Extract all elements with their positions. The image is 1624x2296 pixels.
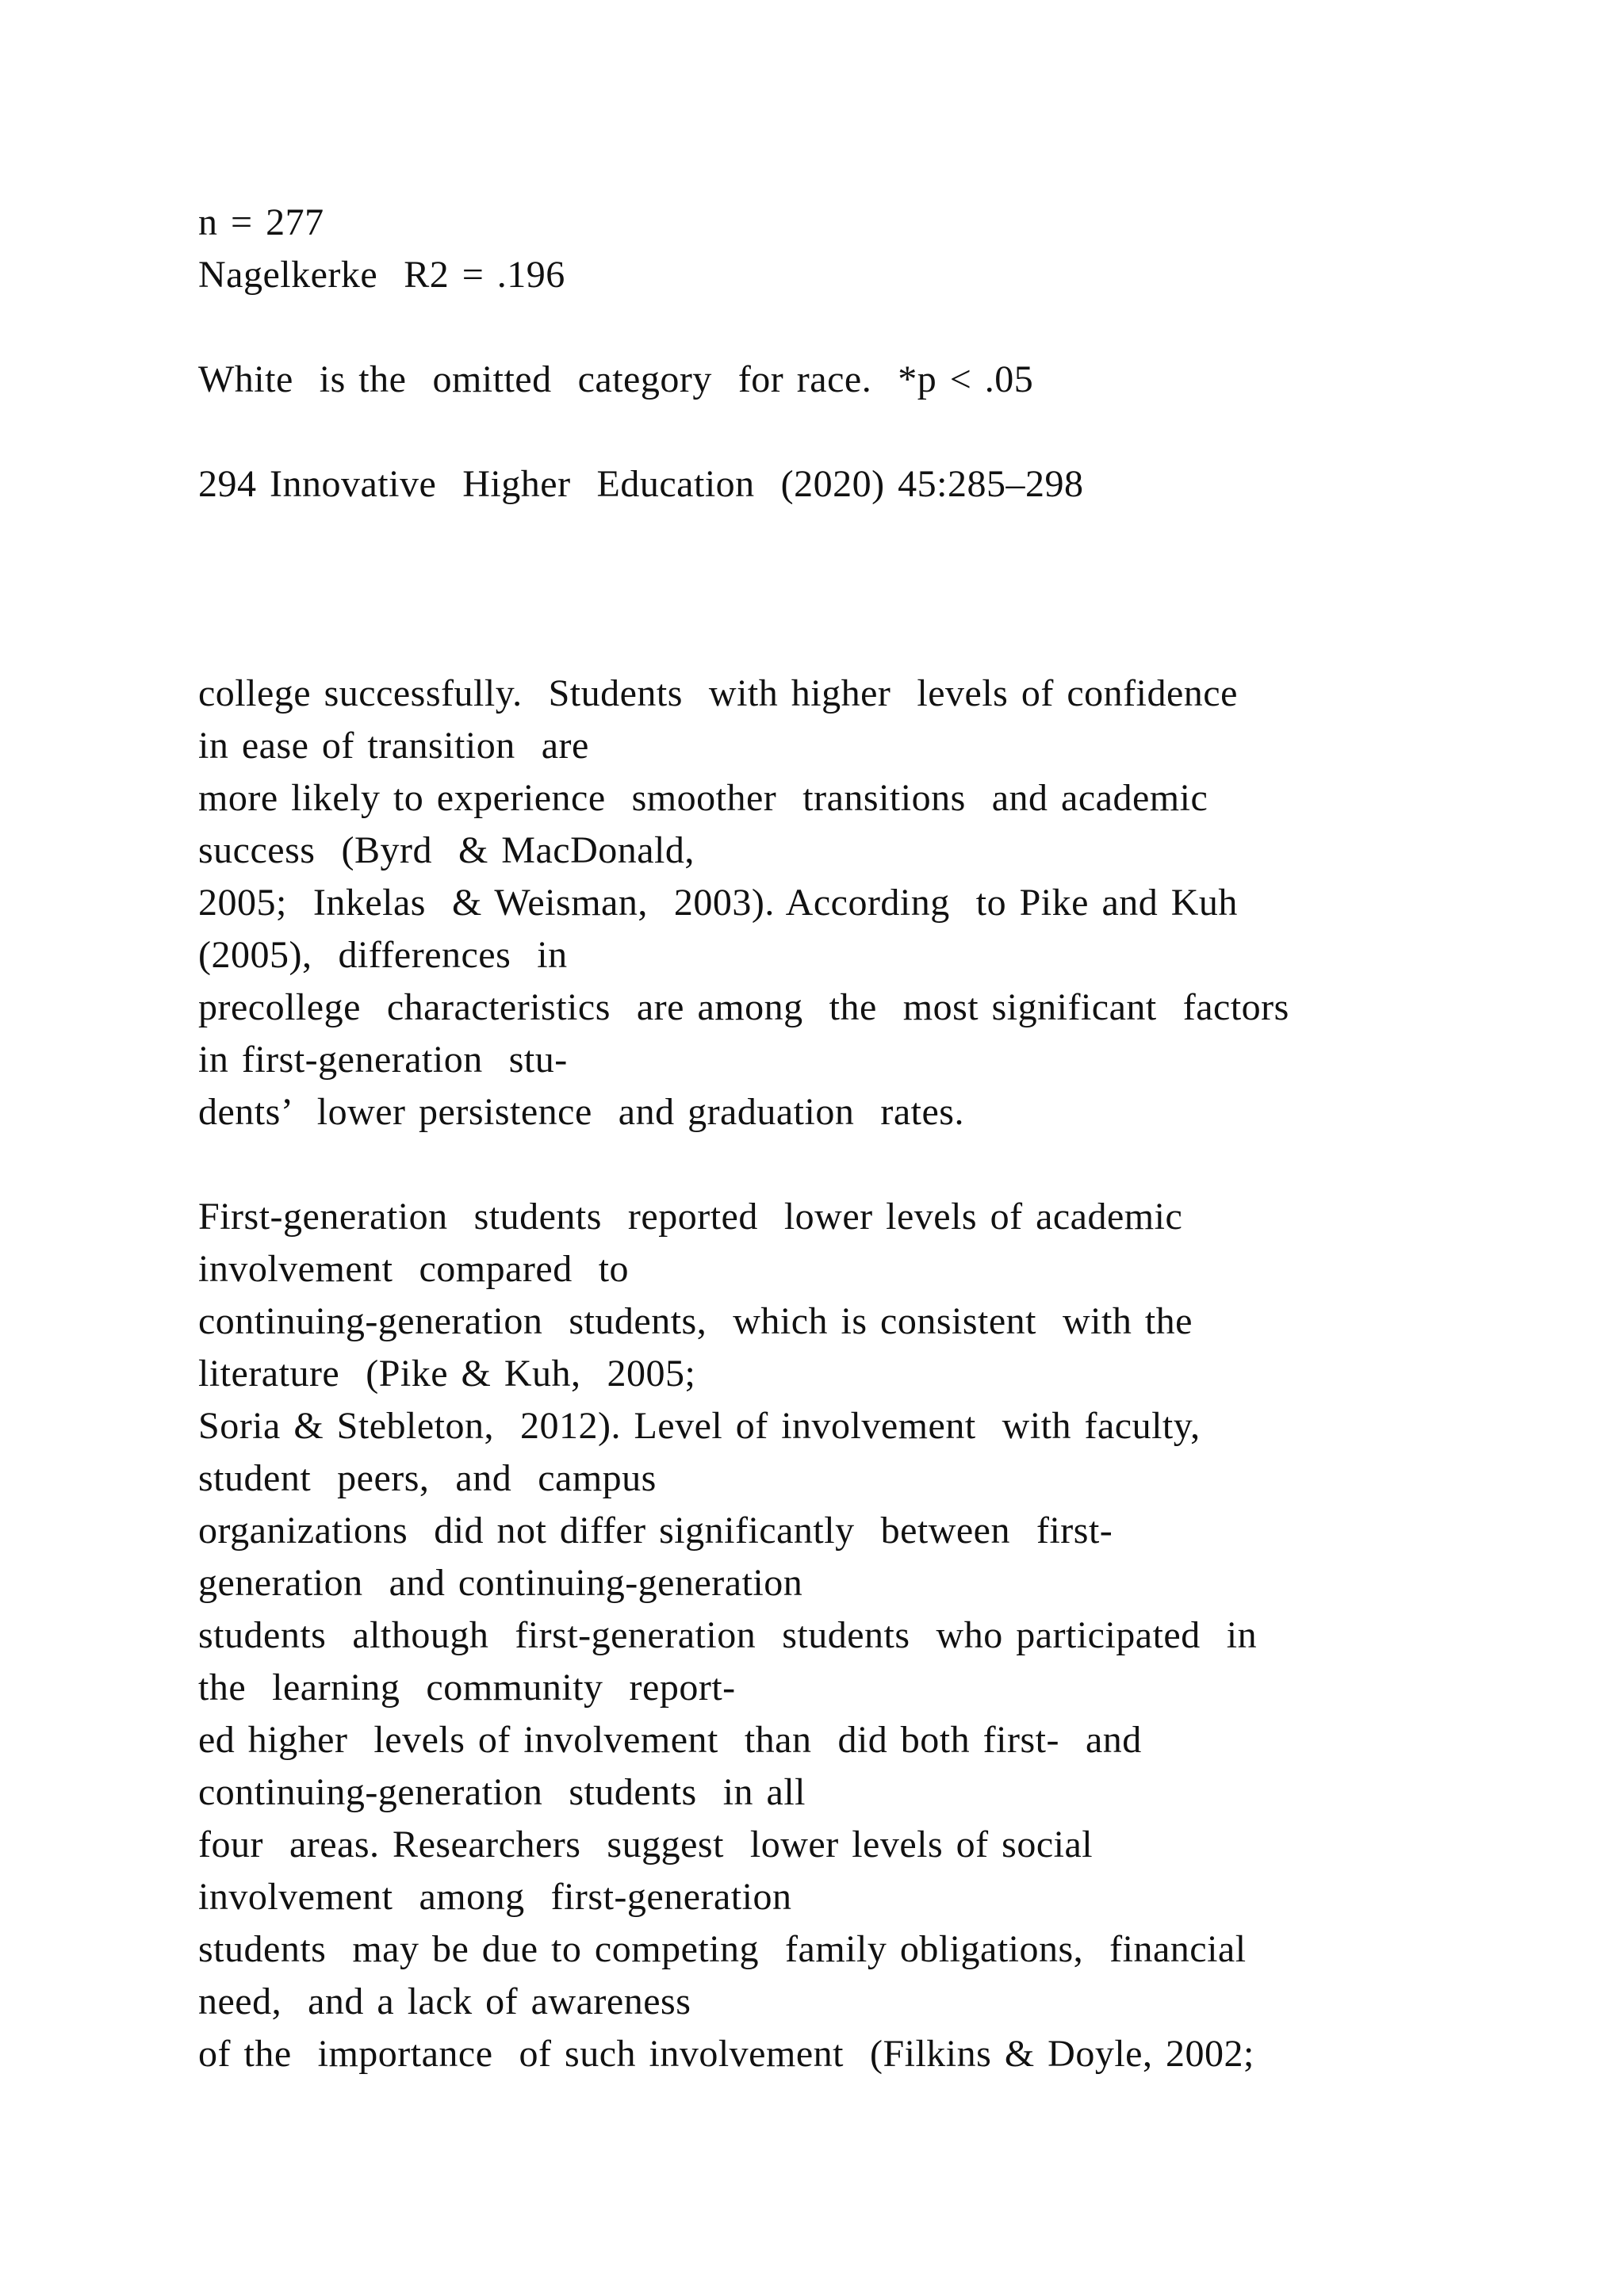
paragraph-2-line: the learning community report- [198,1667,736,1709]
table-note: White is the omitted category for race. *p < .05 [198,358,1034,400]
paragraph-2-line: Soria & Stebleton, 2012). Level of involvement with faculty, [198,1405,1201,1447]
paragraph-2-line: ed higher levels of involvement than did both first- and [198,1719,1142,1761]
paragraph-1-line: in first-generation stu- [198,1039,568,1081]
nagelkerke-r2-line: Nagelkerke R2 = .196 [198,254,565,296]
paragraph-1-line: (2005), differences in [198,934,568,976]
paragraph-2-line: organizations did not differ significantly between first- [198,1510,1113,1552]
paragraph-2-line: students although first-generation students who participated in [198,1614,1258,1656]
paragraph-2-line: continuing-generation students in all [198,1771,806,1813]
paragraph-2-line: involvement among first-generation [198,1876,792,1918]
paragraph-1-line: precollege characteristics are among the most significant factors [198,986,1289,1028]
paragraph-2-line: continuing-generation students, which is consistent with the [198,1300,1193,1342]
paragraph-1-line: dents’ lower persistence and graduation rates. [198,1091,964,1133]
paragraph-2-line: student peers, and campus [198,1457,657,1499]
paragraph-2-line: four areas. Researchers suggest lower levels of social [198,1823,1094,1866]
paragraph-2-line: generation and continuing-generation [198,1562,803,1604]
running-head: 294 Innovative Higher Education (2020) 45:285–298 [198,463,1084,505]
paragraph-2-line: First-generation students reported lower levels of academic [198,1196,1183,1238]
paragraph-2-line: involvement compared to [198,1248,630,1290]
paragraph-2-line: literature (Pike & Kuh, 2005; [198,1353,696,1395]
paragraph-1-line: 2005; Inkelas & Weisman, 2003). According to Pike and Kuh [198,882,1238,924]
sample-size-line: n = 277 [198,201,324,243]
paragraph-1-line: more likely to experience smoother transitions and academic [198,777,1208,819]
paragraph-2-line: of the importance of such involvement (Filkins & Doyle, 2002; [198,2033,1254,2075]
paragraph-1-line: college successfully. Students with higher levels of confidence [198,672,1238,714]
paragraph-2-line: need, and a lack of awareness [198,1980,691,2022]
paragraph-1-line: success (Byrd & MacDonald, [198,829,695,871]
paragraph-1-line: in ease of transition are [198,725,589,767]
paragraph-2-line: students may be due to competing family obligations, financial [198,1928,1247,1970]
